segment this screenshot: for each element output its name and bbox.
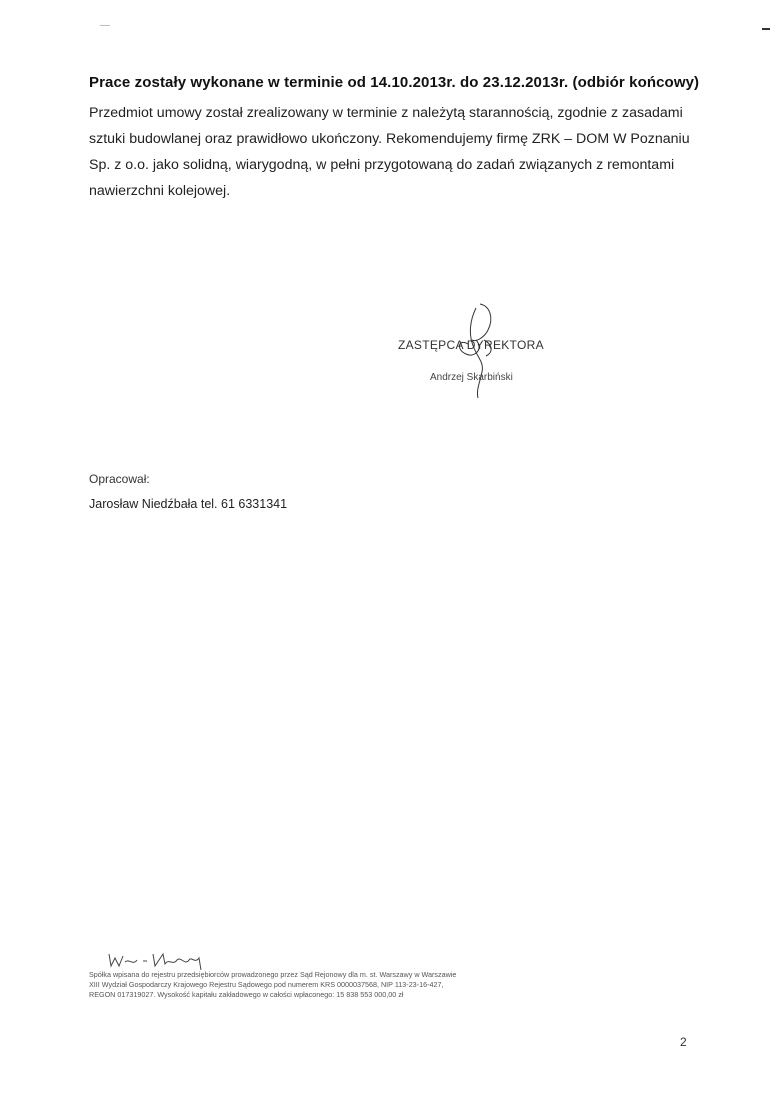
scan-artifact: — [100,20,110,31]
footer-line: REGON 017319027. Wysokość kapitału zakładowego w całości wpłaconego: 15 838 553 000,00 zł [89,990,404,999]
company-registration-footer [89,970,559,1000]
signature-block [398,300,618,410]
handwritten-initials [105,948,215,972]
completion-heading: Prace zostały wykonane w terminie od 14.10.2013r. do 23.12.2013r. (odbiór końcowy) [89,74,700,91]
handwritten-signature [398,300,618,410]
page-number: 2 [680,1035,687,1049]
signatory-title: ZASTĘPCA DYREKTORA [398,338,544,352]
footer-line: Spółka wpisana do rejestru przedsiębiorców prowadzonego przez Sąd Rejonowy dla m. st. Warszawy w Warszawie [89,970,457,979]
paragraph-line: Sp. z o.o. jako solidną, wiarygodną, w pełni przygotowaną do zadań związanych z remontami [89,157,675,173]
signatory-name: Andrzej Skarbiński [430,372,513,383]
prepared-by-label: Opracował: [89,472,150,486]
paragraph-line: Przedmiot umowy został zrealizowany w terminie z należytą starannością, zgodnie z zasadami [89,105,683,121]
recommendation-paragraph [89,100,709,204]
scan-edge-mark [762,28,770,30]
prepared-by-name: Jarosław Niedźbała tel. 61 6331341 [89,497,288,511]
footer-line: XIII Wydział Gospodarczy Krajowego Rejestru Sądowego pod numerem KRS 0000037568, NIP 113-23-16-427, [89,980,444,989]
paragraph-line: sztuki budowlanej oraz prawidłowo ukończony. Rekomendujemy firmę ZRK – DOM W Poznaniu [89,131,690,147]
paragraph-line: nawierzchni kolejowej. [89,183,231,199]
